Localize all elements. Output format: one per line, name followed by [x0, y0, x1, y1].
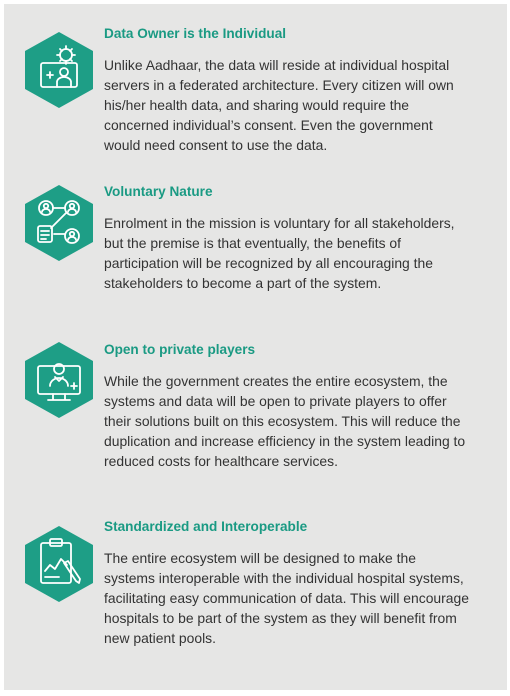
item-title: Voluntary Nature [104, 184, 213, 199]
item-body: Unlike Aadhaar, the data will reside at individual hospital servers in a federated architecture. Every citizen will own his/her health data, and sharing would require the concerned individual’s consent. Even the government would need consent to use the data. [104, 57, 454, 153]
content-panel [4, 4, 507, 690]
computer-doctor-icon [24, 341, 94, 419]
item-title: Open to private players [104, 342, 256, 357]
item-body: The entire ecosystem will be designed to make the systems interoperable with the individual hospital systems, facilitating easy communication of data. This will encourage hospitals to be part of the system as they will benefit from new patient pools. [104, 550, 469, 646]
clipboard-chart-pen-icon [24, 525, 94, 603]
item-body: While the government creates the entire ecosystem, the systems and data will be open to private players to offer their solutions built on this ecosystem. This will reduce the duplication and increase efficiency in the system leading to reduced costs for healthcare services. [104, 373, 466, 469]
item-title: Data Owner is the Individual [104, 26, 287, 41]
hospital-building-gear-icon [24, 31, 94, 109]
network-people-icon [24, 184, 94, 262]
item-body: Enrolment in the mission is voluntary for all stakeholders, but the premise is that eventually, the benefits of participation will be recognized by all encouraging the stakeholders to become a part of the system. [104, 215, 455, 291]
item-title: Standardized and Interoperable [104, 519, 308, 534]
